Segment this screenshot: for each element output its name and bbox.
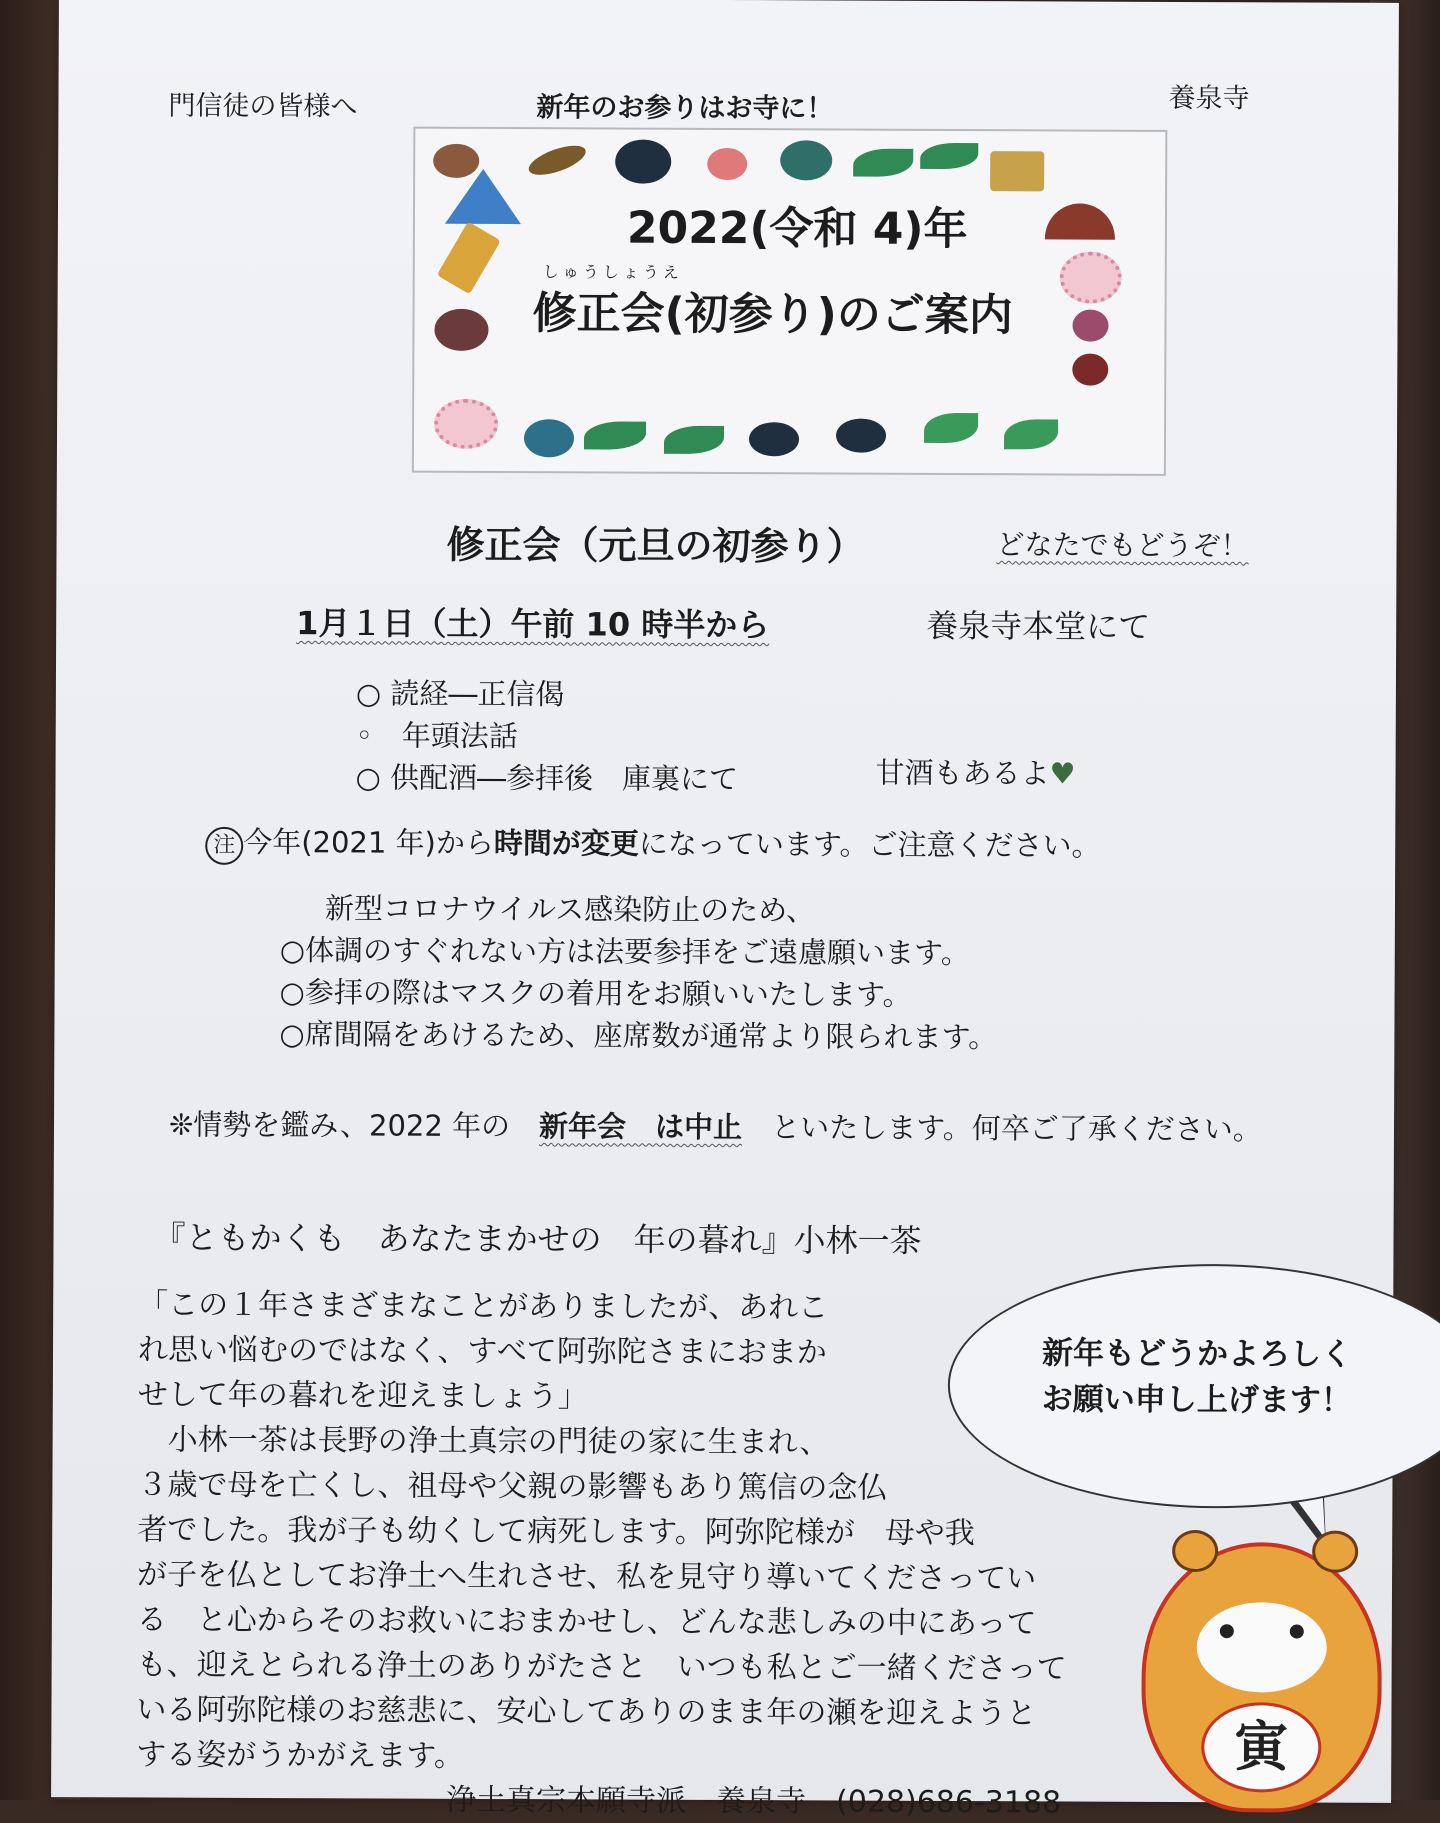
bamboo-icon <box>1004 419 1058 449</box>
covid-intro: 新型コロナウイルス感染防止のため、 <box>324 891 816 928</box>
tiger-kanji: 寅 <box>1201 1702 1321 1793</box>
bird-icon <box>780 140 832 180</box>
essay-line: も、迎えとられる浄土のありがたさと いつも私とご一緒くださって <box>136 1647 1067 1687</box>
banner-year: 2022(令和 4)年 <box>626 202 968 256</box>
bird-icon <box>524 419 574 457</box>
plum-flower-icon <box>615 140 671 184</box>
footer-contact: 浄土真宗本願寺派 養泉寺 (028)686-3188 <box>445 1782 1062 1821</box>
event-datetime: 1月１日（土）午前 10 時半から <box>296 604 770 645</box>
chrysanthemum-icon <box>1060 251 1122 303</box>
title-banner <box>412 127 1168 476</box>
temple-name: 養泉寺 <box>1168 82 1250 115</box>
covid-item: ○参拝の際はマスクの着用をお願いいたします。 <box>279 975 912 1012</box>
pine-icon <box>664 426 724 454</box>
bubble-line: 新年もどうかよろしく <box>1041 1335 1353 1373</box>
recipient-label: 門信徒の皆様へ <box>168 90 358 123</box>
pine-icon <box>584 421 646 449</box>
program-item: ○ 読経―正信偈 <box>355 676 565 712</box>
sun-cloud-icon <box>433 144 479 178</box>
essay-line: する姿がうかがえます。 <box>136 1737 464 1774</box>
essay-line: ３歳で母を亡くし、祖母や父親の影響もあり篤信の念仏 <box>137 1467 888 1506</box>
banner-ruby: しゅうしょうえ <box>542 262 683 282</box>
heart-icon: ♥ <box>1049 756 1076 791</box>
kagami-mochi-icon <box>990 151 1044 191</box>
essay-line: 小林一茶は長野の浄土真宗の門徒の家に生まれ、 <box>137 1422 830 1461</box>
bamboo-icon <box>924 413 978 443</box>
essay-line: が子を仏としてお浄土へ生れさせ、私を見守り導いてくださってい <box>136 1557 1037 1597</box>
chrysanthemum-icon <box>434 399 498 449</box>
plum-blossom-icon <box>1072 310 1108 342</box>
dove-icon <box>434 309 488 351</box>
essay-line: 者でした。我が子も幼くして病死します。阿弥陀様が 母や我 <box>137 1512 975 1552</box>
bubble-line: お願い申し上げます！ <box>1041 1381 1352 1419</box>
covid-item: ○席間隔をあけるため、座席数が通常より限られます。 <box>279 1017 998 1055</box>
pine-icon <box>920 143 978 169</box>
essay-line: いる阿弥陀様のお慈悲に、安心してありのまま年の瀬を迎えようと <box>136 1692 1037 1732</box>
notice-line: 注 今年(2021 年)から時間が変更になっています。ご注意ください。 <box>205 820 1101 869</box>
folding-fan-icon <box>1045 203 1115 239</box>
note-mark-icon: 注 <box>205 827 243 865</box>
event-heading: 修正会（元旦の初参り） <box>446 522 865 569</box>
essay-line: 「この１年さまざまなことがありましたが、あれこ <box>138 1287 829 1326</box>
tiger-daruma-icon <box>1141 1542 1382 1803</box>
hagoita-icon <box>437 222 501 295</box>
essay-line: る と心からそのお救いにおまかせし、どんな悲しみの中にあって <box>136 1602 1037 1642</box>
banner-title: 修正会(初参り)のご案内 <box>532 288 1013 342</box>
flyer-paper <box>51 0 1399 1821</box>
camellia-icon <box>836 418 886 452</box>
essay-line: れ思い悩むのではなく、すべて阿弥陀さまにおまか <box>137 1332 827 1371</box>
program-item: ○ 供配酒―参拝後 庫裏にて <box>355 760 739 797</box>
haiku: 『ともかくも あなたまかせの 年の暮れ』小林一茶 <box>153 1218 922 1260</box>
event-place: 養泉寺本堂にて <box>926 606 1151 646</box>
amazake-note: 甘酒もあるよ♥ <box>875 755 1076 791</box>
plum-blossom-icon <box>1072 354 1108 386</box>
camellia-icon <box>749 422 799 456</box>
covid-item: ○体調のすぐれない方は法要参拝をご遠慮願います。 <box>279 933 970 971</box>
essay-line: せして年の暮れを迎えましょう」 <box>137 1377 588 1415</box>
pine-icon <box>853 149 913 177</box>
hawk-icon <box>525 140 589 181</box>
program-item: ◦ 年頭法話 <box>355 718 518 754</box>
plum-blossom-icon <box>707 148 747 180</box>
headline: 新年のお参りはお寺に！ <box>536 92 834 125</box>
party-notice: ❊情勢を鑑み、2022 年の 新年会 は中止 といたします。何卒ご了承ください。 <box>168 1107 1262 1147</box>
welcome-note: どなたでもどうぞ！ <box>996 528 1249 563</box>
